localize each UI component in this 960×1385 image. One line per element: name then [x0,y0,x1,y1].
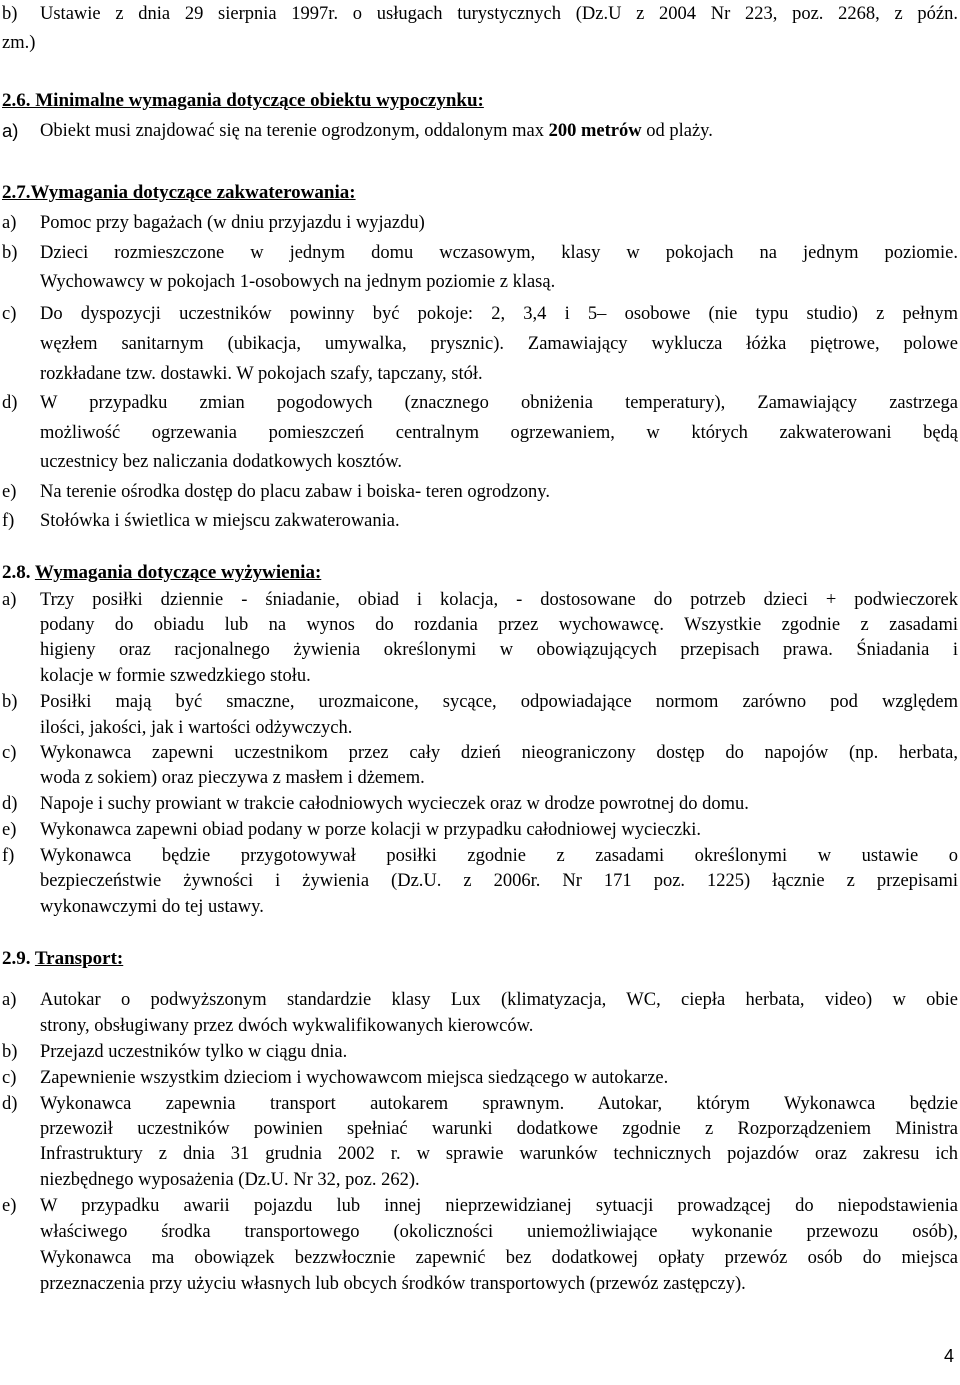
body-line: właściwego środka transportowego (okoliczności uniemożliwiające wykonanie przewozu osób), [40,1222,958,1242]
body-line: higieny oraz racjonalnego żywienia określonymi w obowiązujących przepisach prawa. Śniadania i [40,640,958,660]
body-line: ilości, jakości, jak i wartości odżywczych. [40,718,353,738]
body-line: Stołówka i świetlica w miejscu zakwaterowania. [40,511,400,531]
item-label: d) [2,393,18,413]
body-line: Pomoc przy bagażach (w dniu przyjazdu i wyjazdu) [40,213,425,233]
body-line: przeznaczenia przy użyciu własnych lub obcych środków transportowych (przewóz zastępczy). [40,1274,746,1294]
item-label: c) [2,304,17,324]
body-line: Wykonawca zapewnia transport autokarem sprawnym. Autokar, którym Wykonawca będzie [40,1094,958,1114]
body-line: Posiłki mają być smaczne, urozmaicone, sycące, odpowiadające normom zarówno pod względem [40,692,958,712]
item-label: a) [2,990,17,1010]
item-label: b) [2,692,18,712]
item-label: c) [2,1068,17,1088]
body-line: strony, obsługiwany przez dwóch wykwalifikowanych kierowców. [40,1016,534,1036]
body-line: Ustawie z dnia 29 sierpnia 1997r. o usługach turystycznych (Dz.U z 2004 Nr 223, poz. 2268, z późn. [40,4,958,24]
body-line: Obiekt musi znajdować się na terenie ogrodzonym, oddalonym max 200 metrów od plaży. [40,121,713,141]
item-label: b) [2,243,18,263]
body-line: przewoził uczestników powinien spełniać warunki dodatkowe zgodnie z Rozporządzeniem Ministra [40,1119,958,1139]
section-heading-2-9: 2.9. Transport: [2,948,124,969]
body-line: Na terenie ośrodka dostęp do placu zabaw i boiska- teren ogrodzony. [40,482,550,502]
item-label: a) [2,213,17,233]
body-line: Wykonawca będzie przygotowywał posiłki zgodnie z zasadami określonymi w ustawie o [40,846,958,866]
body-line: Dzieci rozmieszczone w jednym domu wczasowym, klasy w pokojach na jednym poziomie. [40,243,958,263]
item-label: f) [2,511,15,531]
body-line: węzłem sanitarnym (ubikacja, umywalka, prysznic). Zamawiający wyklucza łóżka piętrowe, polowe [40,334,958,354]
body-line: możliwość ogrzewania pomieszczeń centralnym ogrzewaniem, w których zakwaterowani będą [40,423,958,443]
body-line: Wykonawca ma obowiązek bezzwłocznie zapewnić bez dodatkowej opłaty przewóz osób do miejsca [40,1248,958,1268]
section-heading-2-6: 2.6. Minimalne wymagania dotyczące obiektu wypoczynku: [2,90,484,111]
body-line: zm.) [2,33,36,53]
body-line: uczestnicy bez naliczania dodatkowych kosztów. [40,452,402,472]
body-line: Napoje i suchy prowiant w trakcie całodniowych wycieczek oraz w drodze powrotnej do domu. [40,794,749,814]
body-line: niezbędnego wyposażenia (Dz.U. Nr 32, poz. 262). [40,1170,420,1190]
item-label: d) [2,1094,18,1114]
body-line: kolacje w formie szwedzkiego stołu. [40,666,311,686]
body-line: Autokar o podwyższonym standardzie klasy Lux (klimatyzacja, WC, ciepła herbata, video) w obie [40,990,958,1010]
body-line: Do dyspozycji uczestników powinny być pokoje: 2, 3,4 i 5– osobowe (nie typu studio) z pełnym [40,304,958,324]
body-line: Zapewnienie wszystkim dzieciom i wychowawcom miejsca siedzącego w autokarze. [40,1068,669,1088]
body-line: Wykonawca zapewni obiad podany w porze kolacji w przypadku całodniowej wycieczki. [40,820,702,840]
item-label: f) [2,846,15,866]
section-heading-2-8: 2.8. Wymagania dotyczące wyżywienia: [2,562,322,583]
item-label: d) [2,794,18,814]
item-label: c) [2,743,17,763]
section-heading-2-7: 2.7.Wymagania dotyczące zakwaterowania: [2,182,356,203]
item-label: e) [2,820,17,840]
body-line: wykonawczymi do tej ustawy. [40,897,264,917]
body-line: rozkładane tzw. dostawki. W pokojach szafy, tapczany, stół. [40,364,483,384]
item-label: e) [2,482,17,502]
item-label: b) [2,1042,18,1062]
body-line: Przejazd uczestników tylko w ciągu dnia. [40,1042,348,1062]
body-line: W przypadku zmian pogodowych (znacznego obniżenia temperatury), Zamawiający zastrzega [40,393,958,413]
body-line: W przypadku awarii pojazdu lub innej nieprzewidzianej sytuacji prowadzącej do niepodstawienia [40,1196,958,1216]
body-line: Trzy posiłki dziennie - śniadanie, obiad i kolacja, - dostosowane do potrzeb dzieci + podwieczorek [40,590,958,610]
page-number: 4 [943,1346,954,1366]
body-line: woda z sokiem) oraz pieczywa z masłem i dżemem. [40,768,425,788]
body-line: Wychowawcy w pokojach 1-osobowych na jednym poziomie z klasą. [40,272,556,292]
body-line: podany do obiadu lub na wynos do rozdania przez wychowawcę. Wszystkie zgodnie z zasadami [40,615,958,635]
body-line: Wykonawca zapewni uczestnikom przez cały dzień nieograniczony dostęp do napojów (np. herbata, [40,743,958,763]
body-line: Infrastruktury z dnia 31 grudnia 2002 r. w sprawie warunków technicznych pojazdów oraz zakresu ich [40,1144,958,1164]
item-label: b) [2,4,18,24]
item-label: a) [2,120,19,141]
item-label: a) [2,590,17,610]
item-label: e) [2,1196,17,1216]
body-line: bezpieczeństwie żywności i żywienia (Dz.U. z 2006r. Nr 171 poz. 1225) łącznie z przepisami [40,871,958,891]
